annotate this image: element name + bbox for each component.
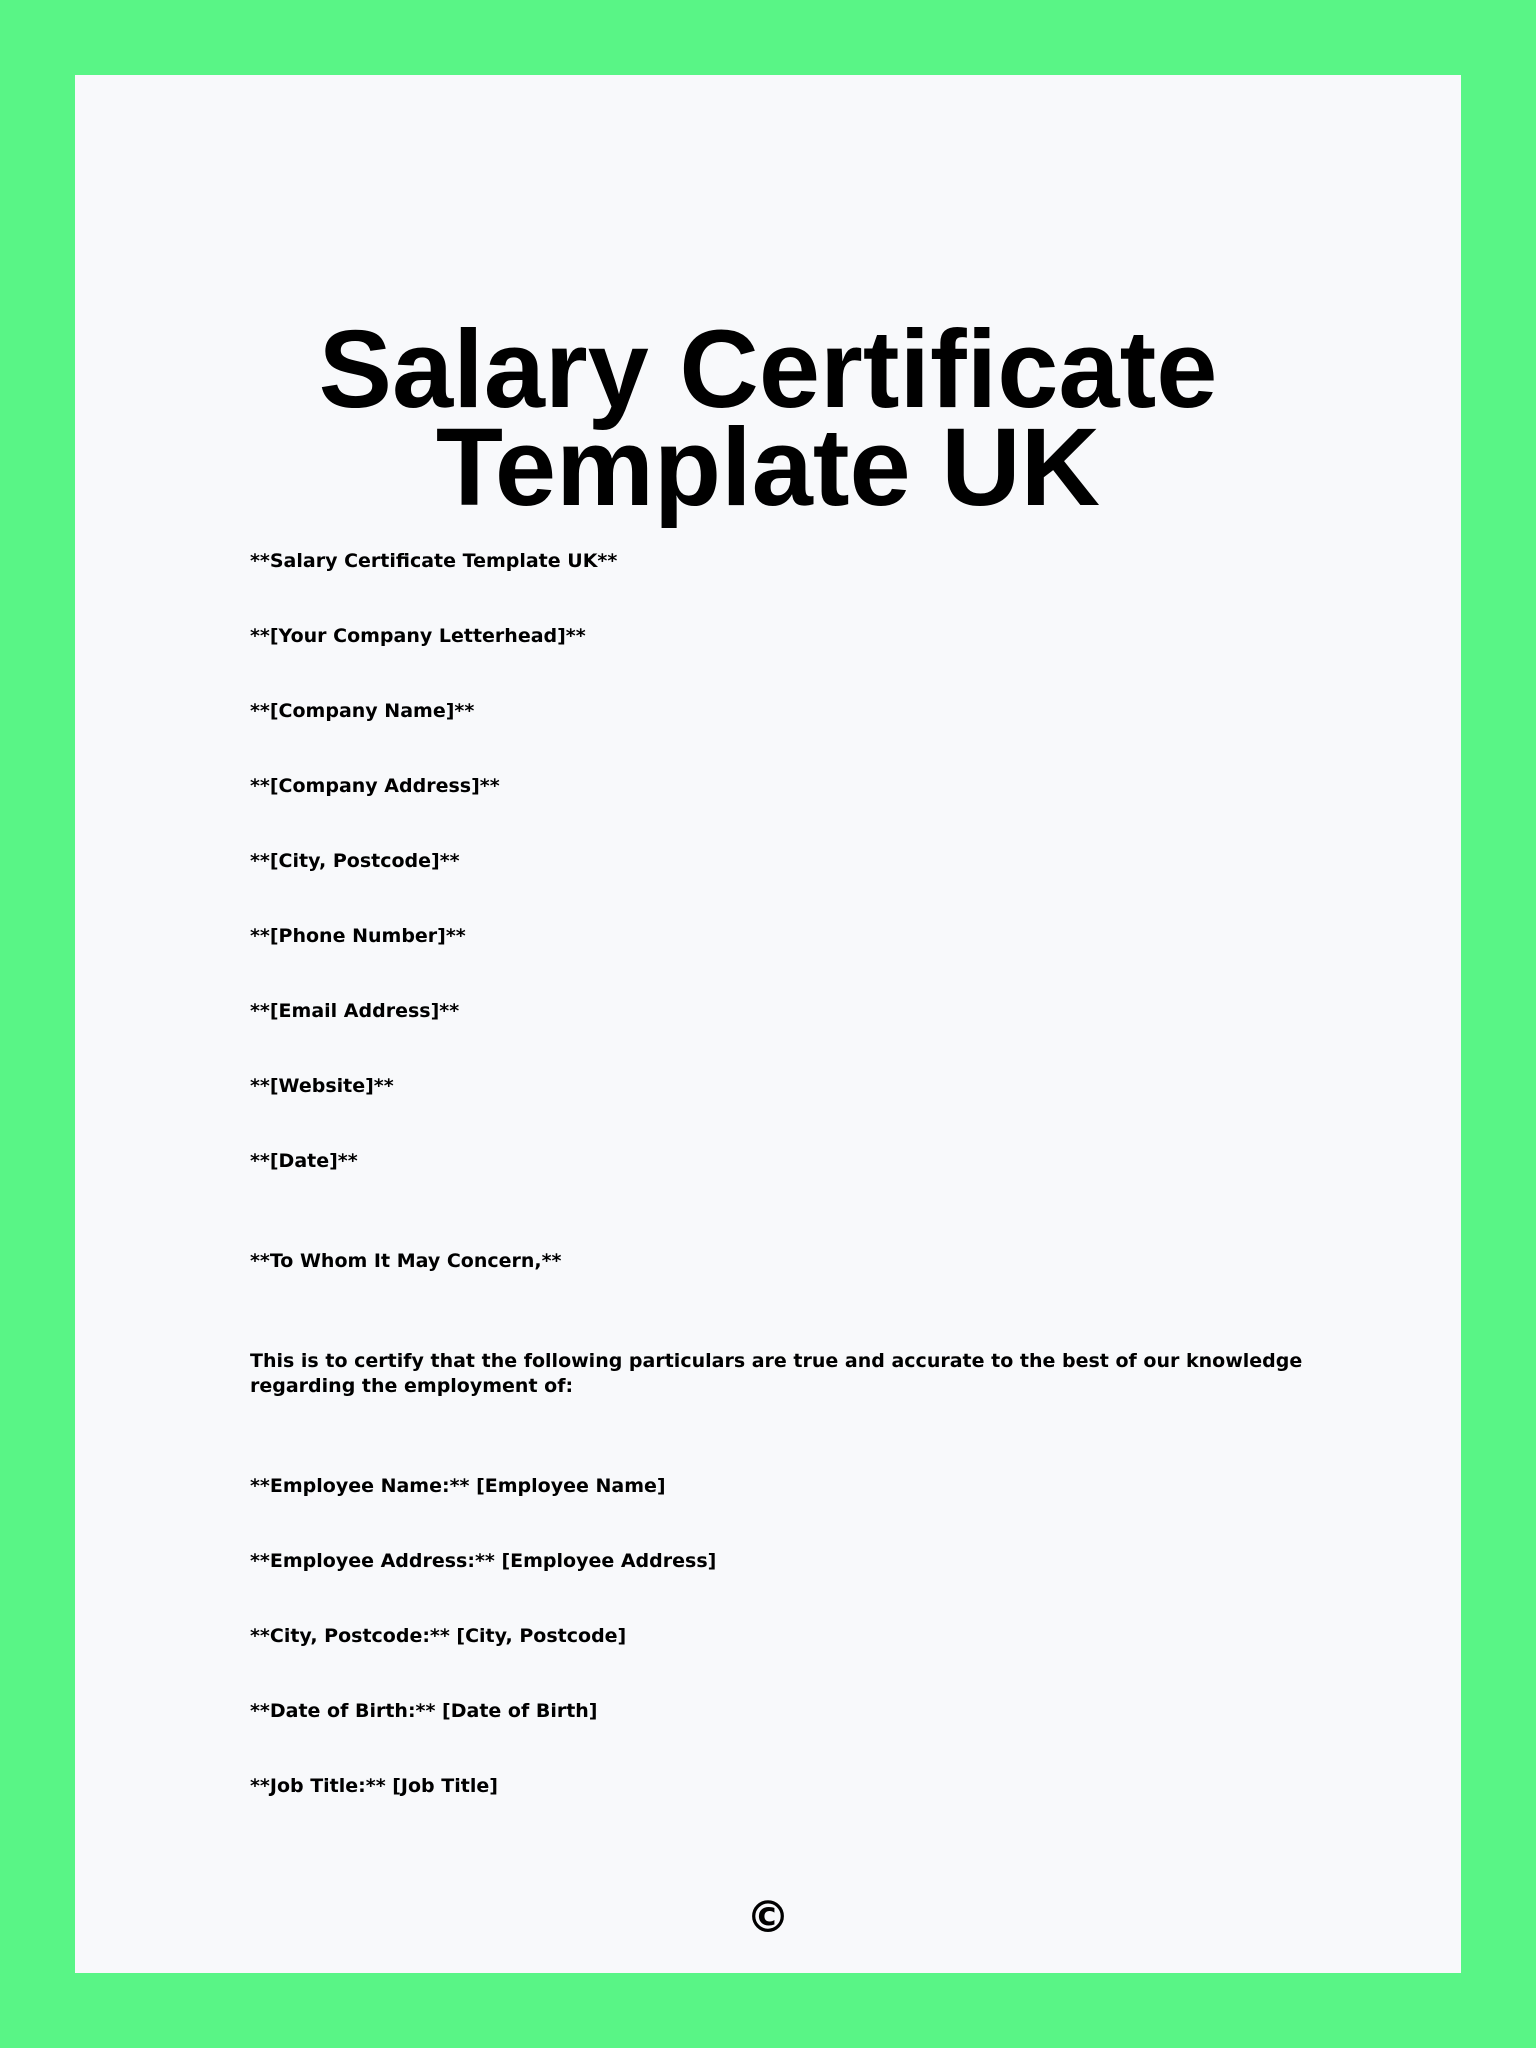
document-title: Salary Certificate Template UK bbox=[318, 308, 1218, 529]
document-page bbox=[75, 75, 1461, 1973]
employee-date-of-birth: **Date of Birth:** [Date of Birth] bbox=[250, 1700, 598, 1722]
document-heading: **Salary Certificate Template UK** bbox=[250, 550, 618, 572]
company-address: **[Company Address]** bbox=[250, 775, 500, 797]
company-phone: **[Phone Number]** bbox=[250, 925, 466, 947]
company-city-postcode: **[City, Postcode]** bbox=[250, 850, 460, 872]
employee-city-postcode: **City, Postcode:** [City, Postcode] bbox=[250, 1625, 627, 1647]
copyright-icon: © bbox=[746, 1892, 790, 1943]
company-letterhead: **[Your Company Letterhead]** bbox=[250, 625, 586, 647]
employee-name: **Employee Name:** [Employee Name] bbox=[250, 1475, 666, 1497]
salutation: **To Whom It May Concern,** bbox=[250, 1250, 562, 1272]
company-email: **[Email Address]** bbox=[250, 1000, 460, 1022]
employee-address: **Employee Address:** [Employee Address] bbox=[250, 1550, 717, 1572]
certification-statement: This is to certify that the following particulars are true and accurate to the best of our knowledge regarding the employment of: bbox=[250, 1350, 1303, 1397]
company-website: **[Website]** bbox=[250, 1075, 394, 1097]
employee-job-title: **Job Title:** [Job Title] bbox=[250, 1775, 498, 1797]
company-name: **[Company Name]** bbox=[250, 700, 475, 722]
document-date: **[Date]** bbox=[250, 1150, 358, 1172]
